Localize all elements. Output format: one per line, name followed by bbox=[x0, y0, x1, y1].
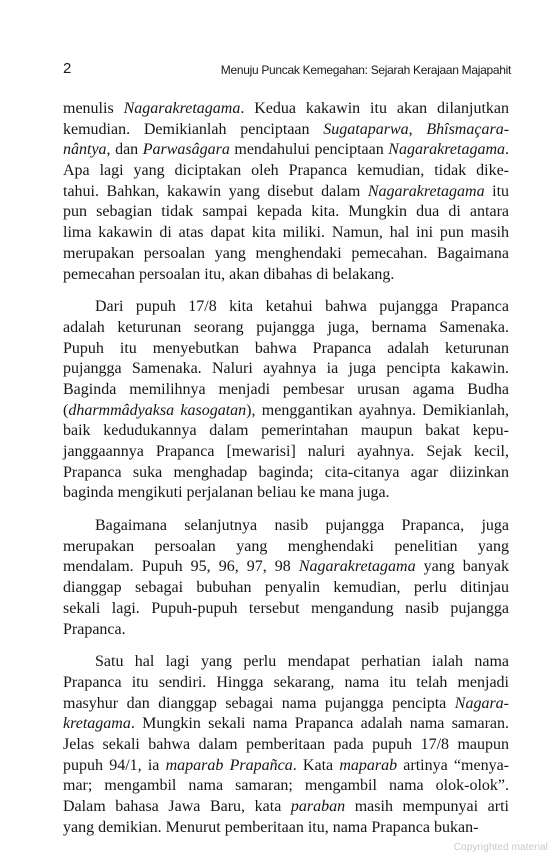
text-run: pujangga Samenaka. Naluri ayahnya ia juga pencipta kakawin. bbox=[63, 360, 509, 378]
text-run: menulis bbox=[63, 100, 124, 117]
text-run: tahui. Bahkan, kakawin yang disebut dalam bbox=[63, 182, 368, 200]
page-number: 2 bbox=[63, 60, 72, 77]
italic-term: dharmmâdyaksa kasogatan bbox=[68, 401, 247, 419]
text-line bbox=[63, 463, 509, 484]
text-line bbox=[63, 265, 509, 286]
text-line bbox=[63, 140, 509, 161]
italic-term: Nagara- bbox=[454, 694, 509, 712]
text-line bbox=[63, 756, 509, 777]
italic-term: maparab bbox=[339, 756, 398, 774]
text-line bbox=[63, 99, 509, 120]
running-head: Menuju Puncak Kemegahan: Sejarah Kerajaan Majapahit bbox=[220, 63, 511, 77]
text-run: masyhur dan dianggap sebagai nama pujangga pencipta bbox=[63, 694, 455, 712]
text-line bbox=[63, 620, 509, 641]
text-line bbox=[63, 776, 509, 797]
text-line bbox=[63, 673, 509, 694]
italic-term: Parwasâgara bbox=[142, 141, 230, 159]
text-run: pemecahan persoalan itu, akan dibahas di belakang. bbox=[63, 265, 395, 283]
text-line bbox=[63, 714, 509, 735]
italic-term: Nagarakretagama bbox=[298, 558, 416, 576]
text-line bbox=[63, 421, 509, 442]
text-run: Baginda memilihnya menjadi pembesar urusan agama Budha bbox=[63, 380, 509, 398]
text-run: pun sebagian tidak sampai kepada kita. Mungkin dua di antara bbox=[63, 203, 509, 221]
text-run: itu bbox=[484, 182, 510, 200]
italic-term: Bhîsmaçara- bbox=[426, 120, 510, 138]
text-run: artinya “menya- bbox=[397, 756, 509, 774]
text-line bbox=[63, 202, 509, 223]
text-line bbox=[63, 578, 509, 599]
text-run: Satu hal lagi yang perlu mendapat perhatian ialah nama bbox=[95, 653, 509, 671]
text-line bbox=[63, 557, 509, 578]
text-run: Bagaimana selanjutnya nasib pujangga Prapanca, juga bbox=[95, 517, 509, 535]
text-run: Jelas sekali bahwa dalam pemberitaan pada pupuh 17/8 maupun bbox=[63, 735, 509, 753]
text-line bbox=[63, 244, 509, 265]
text-run: merupakan persoalan yang menghendaki pemecahan. Bagaimana bbox=[63, 244, 509, 262]
text-run: mendahului penciptaan bbox=[229, 141, 389, 159]
text-line bbox=[63, 537, 509, 558]
text-line bbox=[63, 694, 509, 715]
italic-term: Nagarakretagama bbox=[367, 182, 485, 200]
text-line bbox=[63, 339, 509, 360]
text-run: dianggap sebagai bubuhan penyalin kemudian, perlu ditinjau bbox=[63, 579, 509, 597]
italic-term: paraban bbox=[290, 798, 346, 815]
copyright-notice: Copyrighted material bbox=[453, 842, 548, 853]
text-run: Pupuh itu menyebutkan bahwa Prapanca adalah keturunan bbox=[63, 339, 509, 357]
page-header bbox=[0, 59, 554, 83]
italic-term: Nagarakretagama bbox=[123, 100, 241, 117]
text-run: masih mempunyai arti bbox=[345, 798, 510, 815]
text-run: Apa lagi yang diciptakan oleh Prapanca kemudian, tidak dike- bbox=[63, 162, 509, 180]
body-text bbox=[63, 99, 509, 850]
text-line bbox=[63, 483, 509, 504]
text-line bbox=[63, 516, 509, 537]
text-line bbox=[63, 359, 509, 380]
paragraph bbox=[63, 652, 509, 838]
italic-term: Sugataparwa bbox=[323, 120, 409, 138]
text-run: baginda mengikuti perjalanan beliau ke mana juga. bbox=[63, 484, 390, 502]
text-run: kemudian. Demikianlah penciptaan bbox=[63, 120, 324, 138]
text-run: janggaannya Prapanca [mewarisi] naluri ayahnya. Sejak kecil, bbox=[63, 443, 509, 460]
text-run: , dan bbox=[106, 141, 143, 159]
text-run: . Kedua kakawin itu akan dilanjutkan bbox=[240, 100, 509, 117]
text-run: . Kata bbox=[292, 756, 340, 774]
text-line bbox=[63, 401, 509, 422]
text-run: . bbox=[505, 141, 509, 159]
text-line bbox=[63, 297, 509, 318]
text-run: mendalam. Pupuh 95, 96, 97, 98 bbox=[63, 558, 299, 576]
text-run: sekali lagi. Pupuh-pupuh tersebut mengandung nasib pujangga bbox=[63, 599, 509, 617]
italic-term: maparab Prapañca bbox=[165, 756, 293, 774]
text-run: ), menggantikan ayahnya. Demikianlah, bbox=[246, 401, 509, 419]
text-run: Dalam bahasa Jawa Baru, kata bbox=[63, 798, 291, 815]
text-line bbox=[63, 599, 509, 620]
paragraph bbox=[63, 516, 509, 640]
text-run: lima kakawin di atas dapat kita miliki. Namun, hal ini pun masih bbox=[63, 224, 509, 242]
text-line bbox=[63, 318, 509, 339]
paragraph bbox=[63, 99, 509, 285]
text-line bbox=[63, 818, 509, 839]
italic-term: Nagarakretagama bbox=[388, 141, 505, 159]
text-line bbox=[63, 120, 509, 141]
text-line bbox=[63, 182, 509, 203]
text-line bbox=[63, 652, 509, 673]
text-run: mar; mengambil nama samaran; mengambil nama olok-olok”. bbox=[63, 777, 509, 795]
paragraph bbox=[63, 297, 509, 504]
text-line bbox=[63, 735, 509, 756]
text-run: adalah keturunan seorang pujangga juga, bernama Samenaka. bbox=[63, 318, 509, 336]
text-run: Prapanca. bbox=[63, 620, 126, 638]
text-run: , bbox=[408, 120, 427, 138]
text-run: Prapanca itu sendiri. Hingga sekarang, nama itu telah menjadi bbox=[63, 673, 509, 691]
text-line bbox=[63, 380, 509, 401]
text-line bbox=[63, 797, 509, 818]
text-run: merupakan persoalan yang menghendaki penelitian yang bbox=[63, 537, 509, 555]
text-line bbox=[63, 223, 509, 244]
italic-term: nântya bbox=[63, 141, 107, 159]
italic-term: kretagama bbox=[63, 715, 131, 733]
text-run: Prapanca suka menghadap baginda; cita-citanya agar diizinkan bbox=[63, 463, 509, 481]
text-run: ( bbox=[63, 401, 69, 419]
text-run: Dari pupuh 17/8 kita ketahui bahwa pujangga Prapanca bbox=[95, 298, 509, 316]
text-run: baik kedudukannya dalam pemerintahan maupun bakat kepu- bbox=[63, 422, 509, 440]
text-run: . Mungkin sekali nama Prapanca adalah nama samaran. bbox=[130, 715, 509, 733]
text-line bbox=[63, 442, 509, 463]
text-line bbox=[63, 161, 509, 182]
text-run: yang banyak bbox=[415, 558, 509, 576]
text-run: pupuh 94/1, ia bbox=[63, 756, 166, 774]
text-run: yang demikian. Menurut pemberitaan itu, nama Prapanca bukan- bbox=[63, 818, 479, 836]
